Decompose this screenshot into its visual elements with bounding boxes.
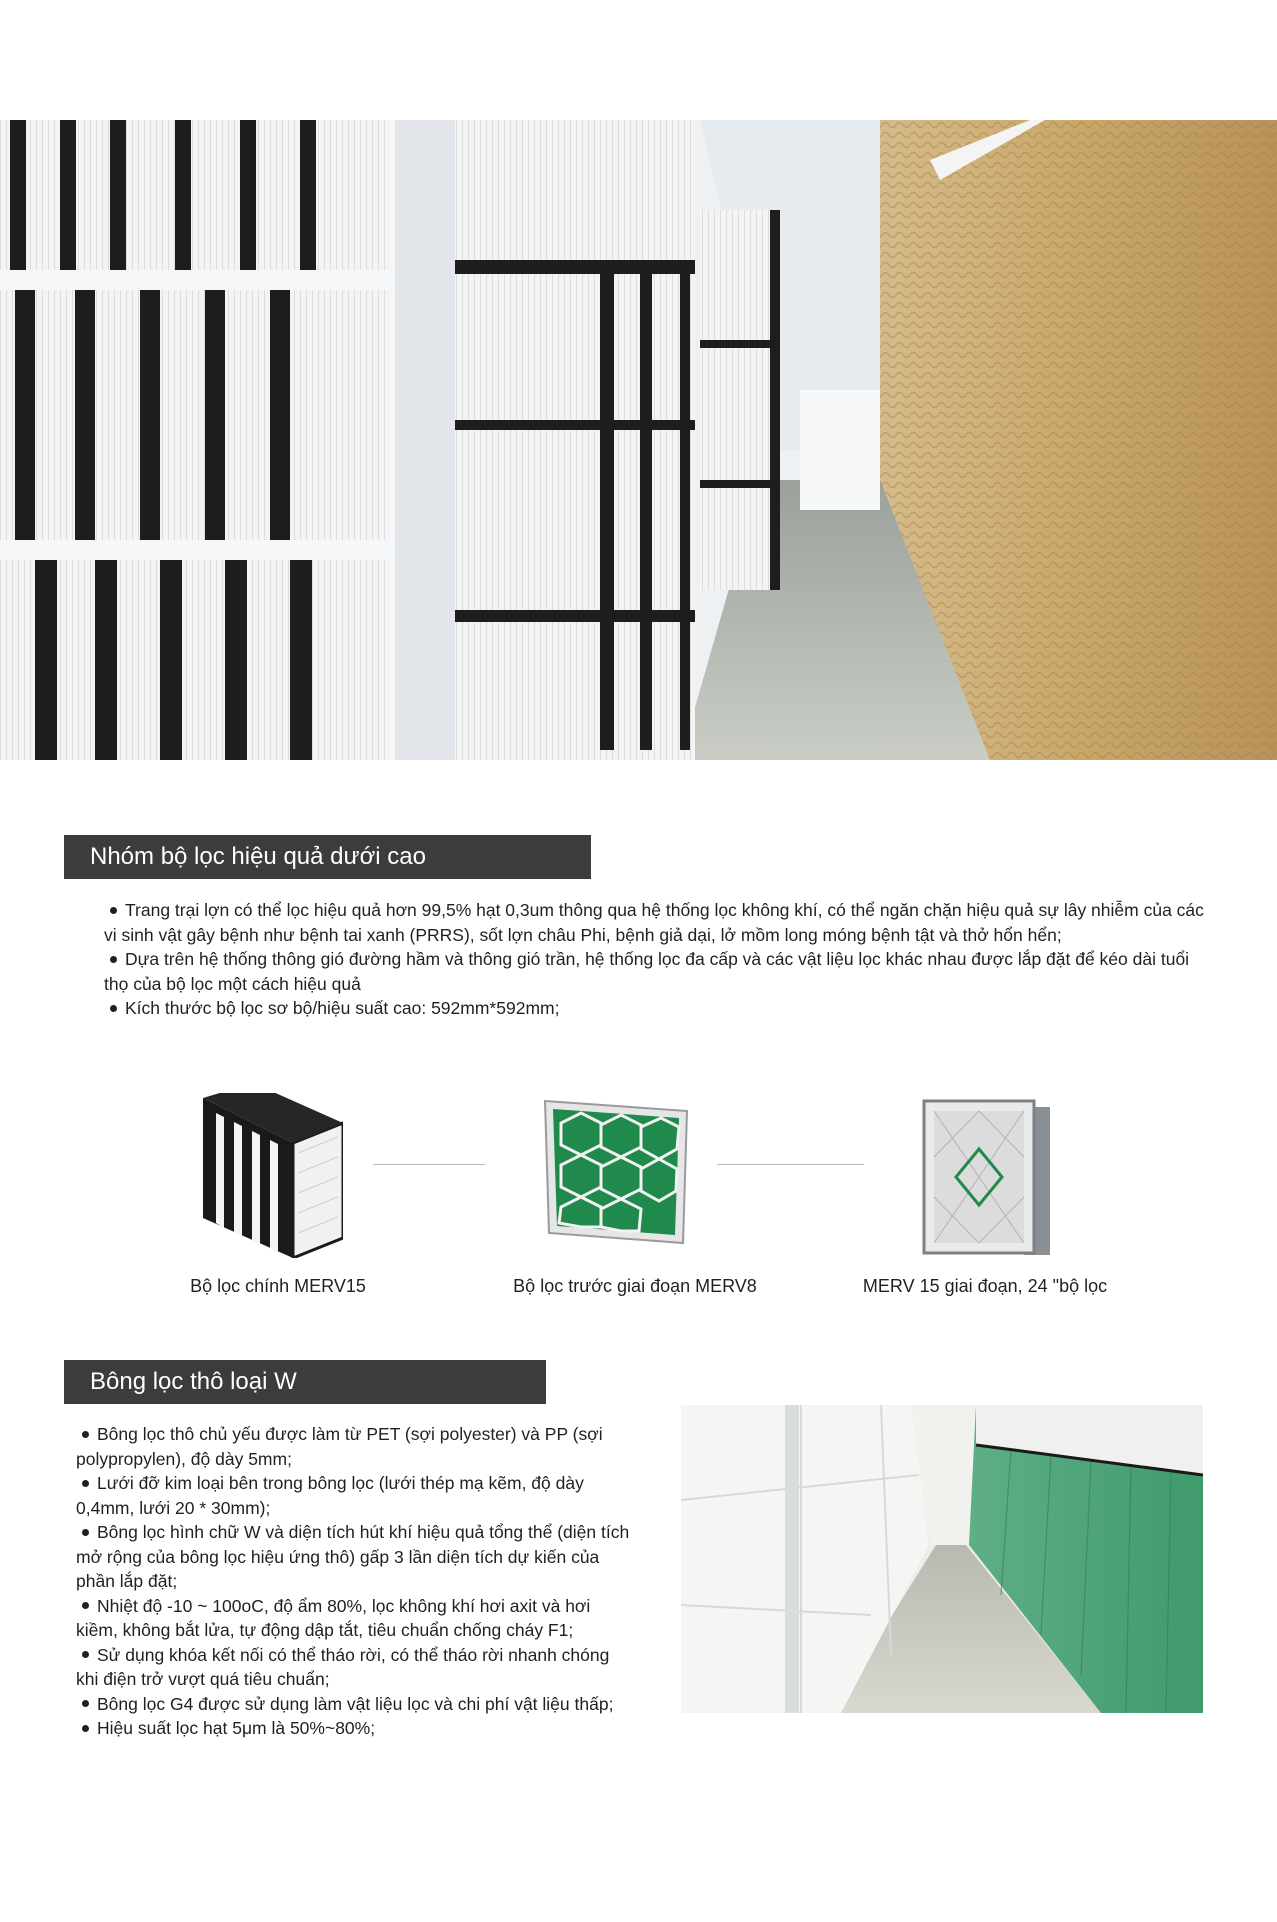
list-item: Bông lọc G4 được sử dụng làm vật liệu lọc và chi phí vật liệu thấp; <box>76 1692 636 1717</box>
product-caption-merv8: Bộ lọc trước giai đoạn MERV8 <box>513 1276 757 1296</box>
product-caption-merv15-24: MERV 15 giai đoạn, 24 "bộ lọc <box>862 1276 1108 1296</box>
list-item: Lưới đỡ kim loại bên trong bông lọc (lưới thép mạ kẽm, độ dày 0,4mm, lưới 20 * 30mm); <box>76 1473 584 1518</box>
bullet-icon <box>82 1431 89 1438</box>
list-item: Nhiệt độ -10 ~ 100oC, độ ẩm 80%, lọc không khí hơi axit và hơi kiềm, không bắt lửa, tự động dập tắt, tiêu chuẩn chống cháy F1; <box>76 1595 591 1640</box>
box-filter-icon <box>920 1097 1055 1262</box>
corridor-photo-green-filters <box>681 1405 1203 1713</box>
v-bank-filter-icon <box>198 1093 343 1258</box>
hero-photo-filter-room <box>0 120 1277 760</box>
list-item: Dựa trên hệ thống thông gió đường hầm và thông gió trần, hệ thống lọc đa cấp và các vật liệu lọc khác nhau được lắp đặt để kéo dài tuổi thọ của bộ lọc một cách hiệu quả <box>104 949 1190 994</box>
bullet-icon <box>110 956 117 963</box>
connector-line <box>717 1164 864 1165</box>
bullet-icon <box>82 1725 89 1732</box>
section1-bullet-list <box>104 898 1214 1021</box>
list-item: Hiệu suất lọc hạt 5μm là 50%~80%; <box>76 1716 636 1741</box>
section-title-high-efficiency-filters: Nhóm bộ lọc hiệu quả dưới cao <box>64 835 591 879</box>
list-item: Bông lọc thô chủ yếu được làm từ PET (sợi polyester) và PP (sợi polypropylen), độ dày 5mm; <box>76 1424 603 1469</box>
product-caption-merv15: Bộ lọc chính MERV15 <box>190 1276 366 1296</box>
pleated-panel-filter-icon <box>541 1093 691 1258</box>
bullet-icon <box>82 1651 89 1658</box>
bullet-icon <box>82 1480 89 1487</box>
bullet-icon <box>82 1529 89 1536</box>
list-item: Bông lọc hình chữ W và diện tích hút khí hiệu quả tổng thể (diện tích mở rộng của bông lọc hiệu ứng thô) gấp 3 lần diện tích dự kiến của phần lắp đặt; <box>76 1522 630 1591</box>
bullet-icon <box>110 1005 117 1012</box>
section2-bullet-list <box>76 1422 636 1741</box>
list-item: Sử dụng khóa kết nối có thể tháo rời, có thể tháo rời nhanh chóng khi điện trở vượt quá tiêu chuẩn; <box>76 1644 610 1689</box>
bullet-icon <box>82 1700 89 1707</box>
section-title-w-type-filter-media: Bông lọc thô loại W <box>64 1360 546 1404</box>
list-item: Kích thước bộ lọc sơ bộ/hiệu suất cao: 592mm*592mm; <box>104 996 1214 1021</box>
bullet-icon <box>82 1602 89 1609</box>
list-item: Trang trại lợn có thể lọc hiệu quả hơn 99,5% hạt 0,3um thông qua hệ thống lọc không khí, có thể ngăn chặn hiệu quả sự lây nhiễm của các vi sinh vật gây bệnh như bệnh tai xanh (PRRS), sốt lợn châu Phi, bệnh giả dại, lở mồm long móng bệnh tật và thở hổn hển; <box>104 900 1204 945</box>
connector-line <box>373 1164 485 1165</box>
bullet-icon <box>110 907 117 914</box>
